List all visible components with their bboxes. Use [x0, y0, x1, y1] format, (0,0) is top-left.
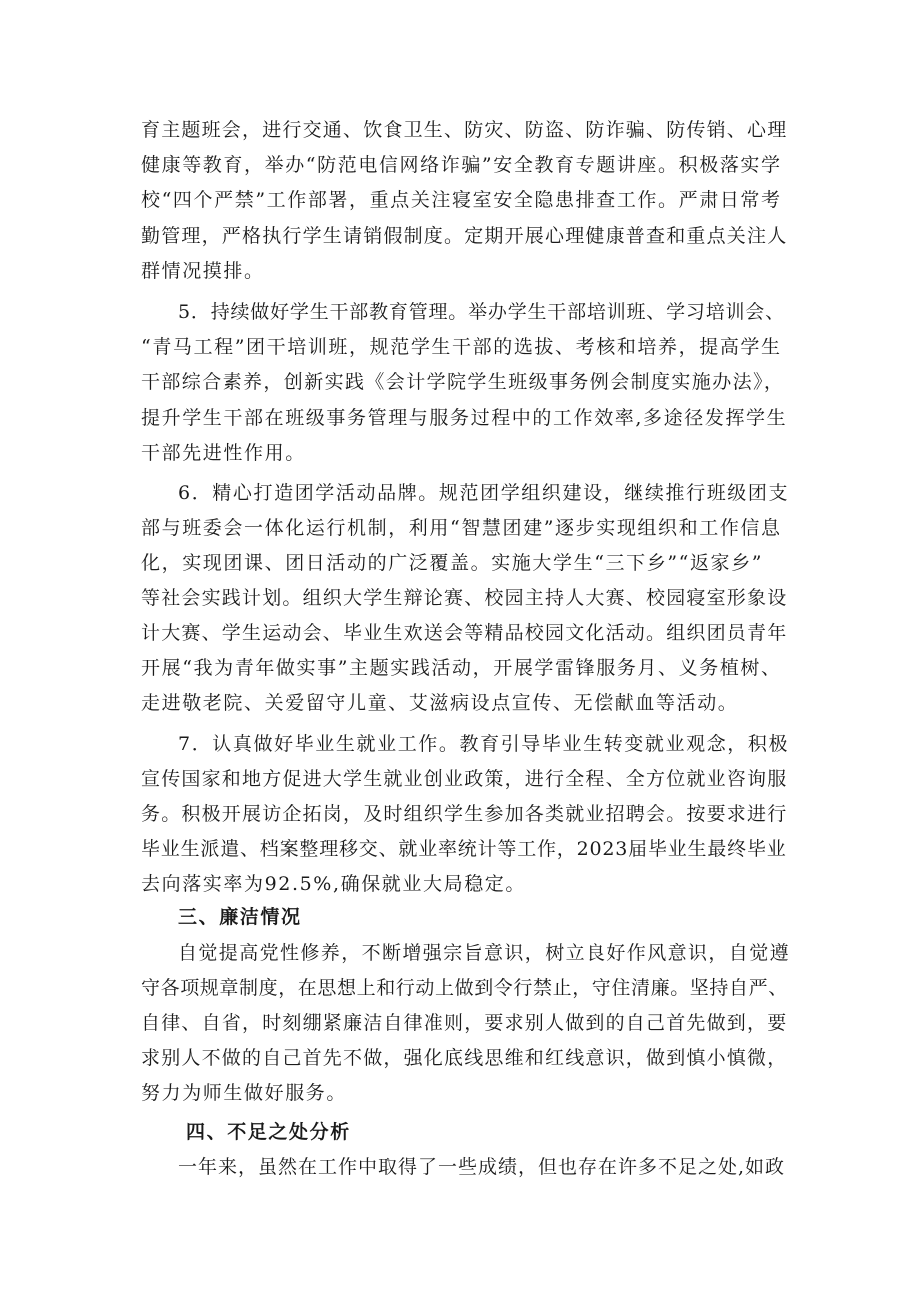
item-6-line: 6．精心打造团学活动品牌。规范团学组织建设，继续推行班级团支	[178, 482, 790, 504]
item-6-line: 走进敬老院、关爱留守儿童、艾滋病设点宣传、无偿献血等活动。	[141, 692, 739, 714]
paragraph-line: 勤管理，严格执行学生请销假制度。定期开展心理健康普查和重点关注人	[141, 225, 788, 247]
item-6-line: 部与班委会一体化运行机制，利用“智慧团建”逐步实现组织和工作信息	[141, 517, 782, 539]
section-3-line: 努力为师生做好服务。	[141, 1082, 348, 1104]
item-6-line: 计大赛、学生运动会、毕业生欢送会等精品校园文化活动。组织团员青年	[141, 622, 788, 644]
section-4-line: 一年来，虽然在工作中取得了一些成绩，但也存在许多不足之处,如政	[178, 1156, 786, 1178]
section-3-line: 自律、自省，时刻绷紧廉洁自律准则，要求别人做到的自己首先做到，要	[141, 1012, 788, 1034]
item-6-line: 化，实现团课、团日活动的广泛覆盖。实施大学生“三下乡”“返家乡”	[141, 552, 764, 574]
section-3-line: 求别人不做的自己首先不做，强化底线思维和红线意识，做到慎小慎微，	[141, 1047, 788, 1069]
item-5-line: 干部综合素养，创新实践《会计学院学生班级事务例会制度实施办法》，	[141, 371, 785, 393]
paragraph-line: 健康等教育，举办“防范电信网络诈骗”安全教育专题讲座。积极落实学	[141, 154, 782, 176]
item-7-line: 7．认真做好毕业生就业工作。教育引导毕业生转变就业观念，积极	[178, 733, 790, 755]
item-6-line: 等社会实践计划。组织大学生辩论赛、校园主持人大赛、校园寝室形象设	[141, 587, 788, 609]
section-3-line: 守各项规章制度，在思想上和行动上做到令行禁止，守住清廉。坚持自严、	[141, 977, 788, 999]
item-7-line: 毕业生派遣、档案整理移交、就业率统计等工作，2023届毕业生最终毕业	[141, 838, 787, 860]
paragraph-line: 校“四个严禁”工作部署，重点关注寝室安全隐患排查工作。严肃日常考	[141, 189, 782, 211]
section-heading-integrity: 三、廉洁情况	[178, 906, 302, 928]
item-7-line: 务。积极开展访企拓岗，及时组织学生参加各类就业招聘会。按要求进行	[141, 803, 788, 825]
item-5-line: 干部先进性作用。	[141, 442, 306, 464]
item-5-line: 5．持续做好学生干部教育管理。举办学生干部培训班、学习培训会、	[178, 301, 785, 323]
item-6-line: 开展“我为青年做实事”主题实践活动，开展学雷锋服务月、义务植树、	[141, 657, 782, 679]
item-7-line: 宣传国家和地方促进大学生就业创业政策，进行全程、全方位就业咨询服	[141, 768, 788, 790]
item-5-line: “青马工程”团干培训班，规范学生干部的选拔、考核和培养，提高学生	[141, 336, 782, 358]
item-7-line: 去向落实率为92.5%,确保就业大局稳定。	[141, 873, 526, 895]
paragraph-line: 育主题班会，进行交通、饮食卫生、防灾、防盗、防诈骗、防传销、心理	[141, 119, 788, 141]
section-heading-shortcomings: 四、不足之处分析	[186, 1121, 351, 1143]
item-5-line: 提升学生干部在班级事务管理与服务过程中的工作效率,多途径发挥学生	[141, 407, 788, 429]
paragraph-line: 群情况摸排。	[141, 260, 265, 282]
section-3-line: 自觉提高党性修养，不断增强宗旨意识，树立良好作风意识，自觉遵	[178, 942, 791, 964]
